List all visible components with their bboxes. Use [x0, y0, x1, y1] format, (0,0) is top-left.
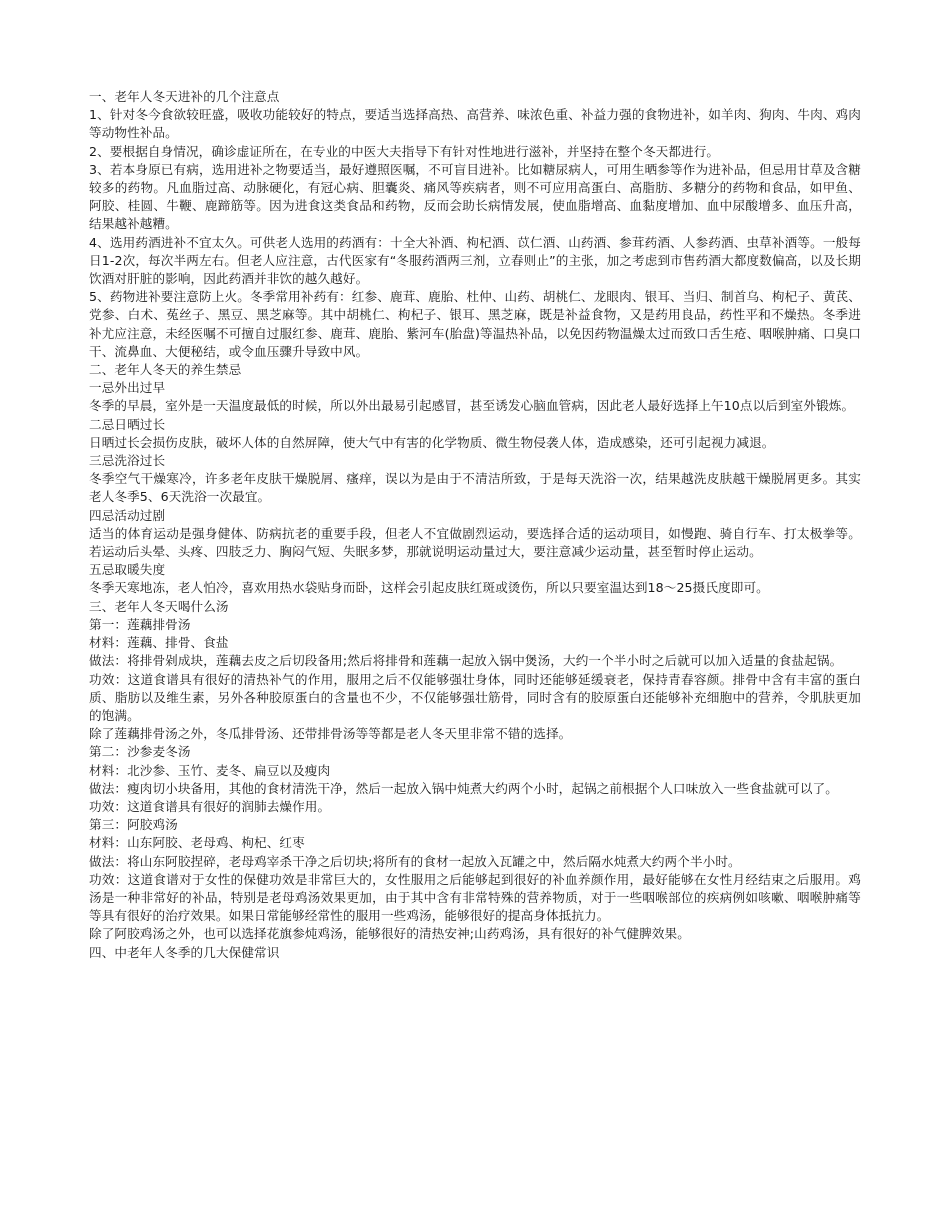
heading-section-1: 一、老年人冬天进补的几个注意点 — [89, 89, 280, 104]
subheading-taboo-5: 五忌取暖失度 — [89, 562, 166, 578]
paragraph-tip-2: 2、要根据自身情况，确诊虚证所在，在专业的中医大夫指导下有针对性地进行滋补，并坚持在整个冬天都进行。 — [89, 143, 720, 159]
soup-2-method: 做法：瘦肉切小块备用，其他的食材清洗干净，然后一起放入锅中炖煮大约两个小时，起锅之前根据个人口味放入一些食盐就可以了。 — [89, 780, 838, 796]
paragraph-tip-3: 3、若本身原已有病，选用进补之物要适当，最好遵照医嘱，不可盲目进补。比如糖尿病人，可用生晒参等作为进补品，但忌用甘草及含糖较多的药物。凡血脂过高、动脉硬化，有冠心病、胆囊炎、痛风等疾病者，则不可应用高蛋白、高脂肪、多糖分的药物和食品，如甲鱼、阿胶、桂圆、牛鞭、鹿蹄筋等。因为进食这类食品和药物，反而会助长病情发展，使血脂增高、血黏度增加、血中尿酸增多、血压升高，结果越补越糟。 — [89, 161, 861, 232]
paragraph-taboo-1: 冬季的早晨，室外是一天温度最低的时候，所以外出最易引起感冒，甚至诱发心脑血管病，因此老人最好选择上午10点以后到室外锻炼。 — [89, 398, 855, 414]
soup-1-note: 除了莲藕排骨汤之外，冬瓜排骨汤、还带排骨汤等等都是老人冬天里非常不错的选择。 — [89, 726, 572, 742]
heading-section-3: 三、老年人冬天喝什么汤 — [89, 598, 229, 614]
soup-3-ingredients: 材料：山东阿胶、老母鸡、枸杞、红枣 — [89, 835, 305, 851]
subheading-taboo-4: 四忌活动过剧 — [89, 507, 166, 523]
soup-3-title: 第三：阿胶鸡汤 — [89, 817, 178, 833]
heading-section-4: 四、中老年人冬季的几大保健常识 — [89, 944, 280, 960]
paragraph-taboo-2: 日晒过长会损伤皮肤，破坏人体的自然屏障，使大气中有害的化学物质、微生物侵袭人体，造成感染，还可引起视力减退。 — [89, 434, 775, 450]
soup-2-title: 第二：沙参麦冬汤 — [89, 744, 191, 760]
soup-2-ingredients: 材料：北沙参、玉竹、麦冬、扁豆以及瘦肉 — [89, 762, 331, 778]
heading-section-2: 二、老年人冬天的养生禁忌 — [89, 362, 242, 378]
paragraph-tip-1: 1、针对冬今食欲较旺盛，吸收功能较好的特点，要适当选择高热、高营养、味浓色重、补益力强的食物进补，如羊肉、狗肉、牛肉、鸡肉等动物性补品。 — [89, 107, 861, 141]
subheading-taboo-1: 一忌外出过早 — [89, 380, 166, 396]
subheading-taboo-3: 三忌洗浴过长 — [89, 453, 166, 469]
soup-2-effect: 功效：这道食谱具有很好的润肺去燥作用。 — [89, 798, 331, 814]
paragraph-taboo-5: 冬季天寒地冻，老人怕冷，喜欢用热水袋贴身而卧，这样会引起皮肤红斑或烫伤，所以只要室温达到18～25摄氏度即可。 — [89, 580, 769, 596]
subheading-taboo-2: 二忌日晒过长 — [89, 416, 166, 432]
soup-1-ingredients: 材料：莲藕、排骨、食盐 — [89, 635, 229, 651]
paragraph-tip-4: 4、选用药酒进补不宜太久。可供老人选用的药酒有：十全大补酒、枸杞酒、苡仁酒、山药酒、参茸药酒、人参药酒、虫草补酒等。一般每日1-2次，每次半两左右。但老人应注意，古代医家有“冬服药酒两三剂，立春则止”的主张，加之考虑到市售药酒大都度数偏高，以及长期饮酒对肝脏的影响，因此药酒并非饮的越久越好。 — [89, 234, 861, 287]
soup-3-method: 做法：将山东阿胶捏碎，老母鸡宰杀干净之后切块;将所有的食材一起放入瓦罐之中，然后隔水炖煮大约两个半小时。 — [89, 853, 741, 869]
soup-1-effect: 功效：这道食谱具有很好的清热补气的作用，服用之后不仅能够强壮身体，同时还能够延缓衰老，保持青春容颜。排骨中含有丰富的蛋白质、脂肪以及维生素，另外各种胶原蛋白的含量也不少，不仅能够强壮筋骨，同时含有的胶原蛋白还能够补充细胞中的营养，令肌肤更加的饱满。 — [89, 671, 861, 723]
soup-1-title: 第一：莲藕排骨汤 — [89, 616, 191, 632]
soup-1-method: 做法：将排骨剁成块，莲藕去皮之后切段备用;然后将排骨和莲藕一起放入锅中煲汤，大约一个半小时之后就可以加入适量的食盐起锅。 — [89, 653, 843, 669]
document-body — [89, 88, 861, 962]
paragraph-taboo-4: 适当的体育运动是强身健体、防病抗老的重要手段，但老人不宜做剧烈运动，要选择合适的运动项目，如慢跑、骑自行车、打太极拳等。若运动后头晕、头疼、四肢乏力、胸闷气短、失眠多梦，那就说明运动量过大，要注意减少运动量，甚至暂时停止运动。 — [89, 525, 861, 560]
paragraph-taboo-3: 冬季空气干燥寒冷，许多老年皮肤干燥脱屑、瘙痒，误以为是由于不清洁所致，于是每天洗浴一次，结果越洗皮肤越干燥脱屑更多。其实老人冬季5、6天洗浴一次最宜。 — [89, 471, 861, 505]
soup-3-note: 除了阿胶鸡汤之外，也可以选择花旗参炖鸡汤，能够很好的清热安神;山药鸡汤，具有很好的补气健脾效果。 — [89, 926, 690, 942]
paragraph-tip-5: 5、药物进补要注意防上火。冬季常用补药有：红参、鹿茸、鹿胎、杜仲、山药、胡桃仁、龙眼肉、银耳、当归、制首乌、枸杞子、黄芪、党参、白术、菟丝子、黑豆、黑芝麻等。其中胡桃仁、枸杞子、银耳、黑芝麻，既是补益食物，又是药用良品，药性平和不燥热。冬季进补尤应注意，未经医嘱不可擅自过服红参、鹿茸、鹿胎、紫河车(胎盘)等温热补品，以免因药物温燥太过而致口舌生疮、咽喉肿痛、口臭口干、流鼻血、大便秘结，或令血压骤升导致中风。 — [89, 289, 861, 359]
soup-3-effect: 功效：这道食谱对于女性的保健功效是非常巨大的，女性服用之后能够起到很好的补血养颜作用，最好能够在女性月经结束之后服用。鸡汤是一种非常好的补品，特别是老母鸡汤效果更加，由于其中含有非常特殊的营养物质，对于一些咽喉部位的疾病例如咳嗽、咽喉肿痛等等具有很好的治疗效果。如果日常能够经常性的服用一些鸡汤，能够很好的提高身体抵抗力。 — [89, 871, 861, 924]
